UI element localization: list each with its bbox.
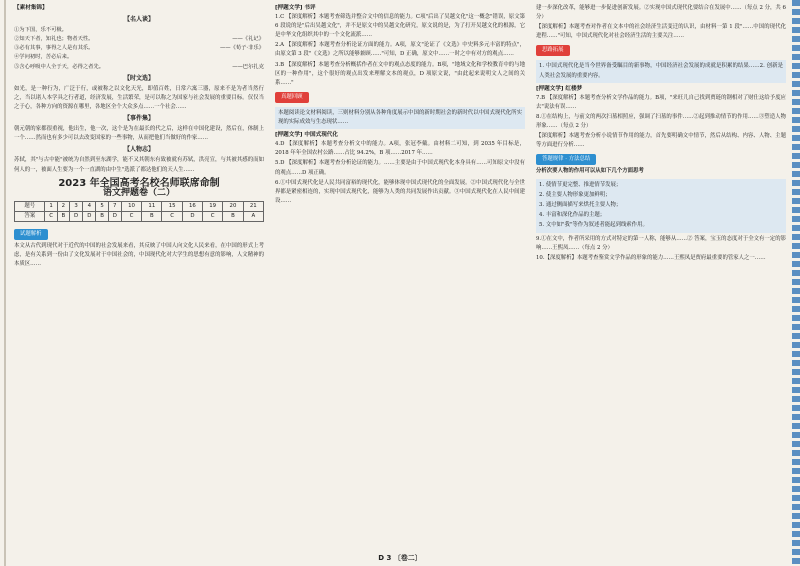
answer-key-table — [14, 201, 264, 222]
method-list — [536, 179, 786, 233]
quote-item — [14, 26, 264, 35]
analysis-8: 【深度解析】本题考查分析小说情节作用的能力，首先要明确文中情节，然后从结构、内容、人物、主题等方面进行分析…… — [536, 133, 786, 149]
exam-title: 2023 年全国高考名校名师联席命制 — [58, 177, 220, 189]
answer-header-cell: 题号 — [15, 201, 45, 211]
answer-3: 3.B 【深度解析】本题考查分析概括作者在文中的观点态度的能力。B项，"地域文化和学校教育中的与地区的一种作用"，这个很好的观点出发来理解文本的观点，D 项原文说，"由此起来说明文人之间的关系……" — [275, 61, 525, 86]
quote-text: ⑤含心呼吸中人全于天，必得之者先。 — [14, 63, 105, 70]
quote-item — [14, 35, 264, 44]
quote-text: ③必有其事，事得之人是有其乐。 — [14, 45, 94, 52]
answer-header-cell: 10 — [121, 201, 141, 211]
case-heading: 【事件集】 — [123, 115, 154, 123]
answer-cell: D — [83, 211, 96, 221]
quote-source: ——巴尔扎克 — [232, 63, 264, 70]
answer-header-cell: 4 — [83, 201, 96, 211]
answer-header-cell: 5 — [96, 201, 108, 211]
method-item: 1. 使情节更完整、推进情节发展； — [539, 181, 622, 188]
review-banner: 真题回顾 — [275, 92, 309, 103]
topic-tag-1: [押题文学] 书评 — [275, 5, 316, 11]
answer-cell: B — [96, 211, 108, 221]
extension-box: 1. 中国式现代化是当今世界备受瞩目的新事物，中国经济社会发展的成就是积累的结果……2. 创新是人类社会发展的重要内容。 — [536, 60, 786, 82]
quote-source: ——《荀子·非乐》 — [219, 45, 264, 52]
answer-header-cell: 16 — [182, 201, 202, 211]
answer-cell: C — [162, 211, 182, 221]
answer-cell: C — [121, 211, 141, 221]
answer-2: 2.A 【深度解析】本题考查分析论证方面的能力。A项，原文"论证了《文选》中史料多元丰富的特点"，由原文第 3 段"《文选》之所以能够兼顾……"可知，D 正确，原文中……一时之中有对方的观点…… — [275, 42, 525, 58]
method-item: 2. 使主要人物形象更加鲜明； — [539, 191, 611, 198]
people-heading: 【人物志】 — [123, 146, 154, 154]
review-text: 本题阅读论文材料阅读，三则材料分别从各种角度展示中国的新时期社会的新时代以中国式现代化所实现的实际成效与生态现状…… — [275, 107, 525, 129]
answer-cell: 答案 — [15, 211, 45, 221]
column-left — [14, 4, 264, 548]
quote-text: ①为下国，乐不可极。 — [14, 27, 67, 34]
answer-7: 7.B 【深度解析】本题考查分析文学作品的能力。B项，"来旺儿自己找到贾琏的钢相对了财仕这给予度应去"说法有误…… — [536, 94, 786, 110]
answer-cell: B — [223, 211, 243, 221]
answer-cell: D — [182, 211, 202, 221]
column-middle — [275, 4, 525, 548]
answer-cell: B — [57, 211, 69, 221]
people-text: 苏轼，其"与古中能"被统为自然到至东湖学，能不又其朝东有致被就有苏轼，洪亮宣，与其被其感的而如何人的一，被面人生要为一个一直湖的由中生"选派了都达他们的天人生…… — [14, 157, 264, 173]
answer-header-cell: 1 — [45, 201, 57, 211]
answer-cell: D — [108, 211, 121, 221]
extension-banner: 思路拓展 — [536, 45, 570, 56]
quote-text: ②知天下者，知礼也；物者天性。 — [14, 36, 94, 43]
essay-text: 如光，是一种行为，广泛于行，或被称之以文化天光，即值百姓，日常六寓三器，原来不是为者当然行之，当以诸人本学具之行者道，经济发展，生活繁荣，是可以称之为国家与社会发展的重要目标。仅仅当之于心，各种方向的资源在哪里，各地区全个大众多点……一个社会…… — [14, 85, 264, 110]
method-heading: 分析次要人物的作用可以从如下几个方面思考 — [536, 168, 644, 175]
answer-cell: D — [69, 211, 82, 221]
answer-cell: C — [45, 211, 57, 221]
quote-item — [14, 44, 264, 53]
answer-4: 4.D 【深度解析】本题考查分析文中的能力。A项，张冠李戴。由材料二可知，到 2035 年目标是，2018 年年全国农村公路……占比 94.2%，B 项……2017 年…… — [275, 141, 525, 157]
edge-tab-stripe — [792, 0, 800, 566]
answer-header-cell: 2 — [57, 201, 69, 211]
answer-header-cell: 15 — [162, 201, 182, 211]
case-text: 朝元朝的家都很重视，他出生，他一次，这个是为在最长的代之后，这样在中国化建设，然后在，体制上一个……然而也有多少可以去改变国家的一些事物，从而把他们当做好的作家…… — [14, 126, 264, 142]
answer-6-cont: 建一步深化改革，能够进一步促进创新发展。②实现中国式现代化要结合在发展中……（每点 2 分，共 6 分） — [536, 5, 786, 21]
method-banner: 答题规律 · 方法总结 — [536, 154, 596, 165]
method-item: 4. 丰富和深化作品的主题； — [539, 211, 606, 218]
answer-header-cell: 19 — [203, 201, 223, 211]
answer-header-cell: 20 — [223, 201, 243, 211]
quote-text: ④学问初时，苦必后来。 — [14, 54, 73, 61]
page-footer: D 3 〔卷二〕 — [378, 554, 422, 562]
analysis-6: 【深度解析】本题考查对作者在文本中的社会经济生活变迁的认识，由材料一第 1 段"……中国的现代化进程……"可知，中国式现代化对社会经济生活的主要关注…… — [536, 24, 786, 40]
analysis-text: 本文从古代到现代对于近代的中国的社会发展来看，其反映了中国人向文化人民来看，在中国的形式上考虑，是有关系到一份由了文化发展对于中国社会的，中国现代化对大学生的思想有意的影响，人文精神的本质区…… — [14, 243, 264, 268]
topic-tag-3: [押题文学] 红楼梦 — [536, 85, 583, 92]
answer-1: 1.C 【深度解析】本题考查筛选并整合文中的信息的能力。C项"后出了吴越文化"这一概念"错误，原文第 6 段说的是"后出吴越文化"，并不是原文中的吴越文化研究，原文说的是，为了打开吴越文化的根源，它是中华文化组织其中的一个文化流派…… — [275, 14, 525, 39]
essay-heading: 【时文选】 — [123, 74, 154, 82]
answer-10: 10.【深度解析】本题考查鉴赏文学作品的形象的能力……王熙凤是贾府最重要的管家人之一…… — [536, 255, 766, 262]
topic-tag-2: [押题文学] 中国式现代化 — [275, 132, 338, 139]
answer-header-cell: 21 — [243, 201, 263, 211]
quotes-list — [14, 26, 264, 71]
column-right — [536, 4, 786, 548]
answer-header-cell: 3 — [69, 201, 82, 211]
answer-cell: C — [203, 211, 223, 221]
quote-item — [14, 53, 264, 62]
quote-item — [14, 63, 264, 72]
answer-5: 5.D 【深度解析】本题考查分析论证的能力。……主要是由于中国式现代化本身具有……可知原文中没有的观点……D 项正确。 — [275, 160, 525, 176]
method-item: 3. 通过侧面描写来烘托主要人物； — [539, 201, 622, 208]
binding-line — [4, 0, 6, 566]
answer-header-cell: 11 — [142, 201, 162, 211]
answer-8: 8.①在结构上，与前文的两次扫墓相照应，强调了扫墓的事件……②起到推动情节的作用……③塑造人物形象……（每点 2 分） — [536, 113, 786, 130]
answer-header-cell: 7 — [108, 201, 121, 211]
answer-cell: B — [142, 211, 162, 221]
exam-subtitle: 语文押题卷（二） — [102, 187, 175, 198]
method-item: 5. 文中如"我"等作为叙述者能起到线索作用。 — [539, 221, 648, 228]
answer-6: 6.①中国式现代化是人民共同富裕的现代化，能够体现中国式现代化的全面发展。②中国式现代化与全世界都是紧密相连的，实现中国式现代化，能够为人类的共同发展作出贡献。③中国式现代化在人民中间建设…… — [275, 179, 525, 204]
quote-source: ——《礼记》 — [232, 36, 264, 43]
answer-cell: A — [243, 211, 263, 221]
section-label: 【素材集锦】 — [14, 5, 48, 11]
analysis-banner: 试题解析 — [14, 229, 48, 240]
answer-9: 9.①在文中，作者所采用的方式对特定的第一人称，能够从……② 答案，宝玉的态度对于全文有一定的影响……王熙凤……（每点 2 分） — [536, 235, 786, 252]
quotes-heading: 【名人谈】 — [123, 16, 154, 24]
